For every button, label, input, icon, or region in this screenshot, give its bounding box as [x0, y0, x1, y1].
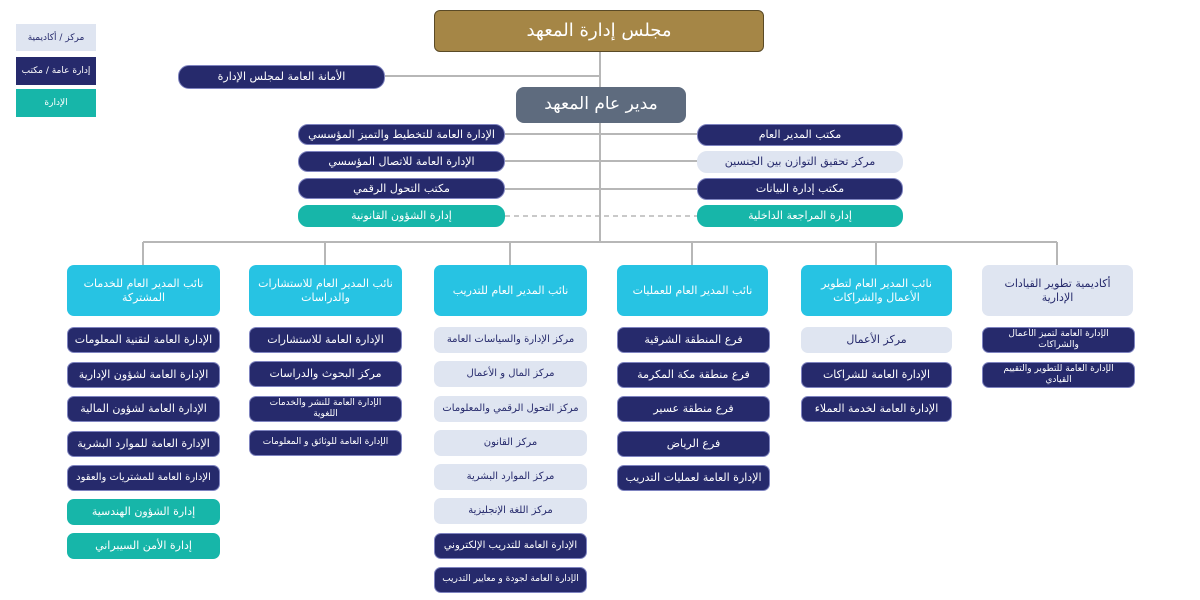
director-general-box[interactable]	[516, 87, 686, 123]
board-secretariat-box[interactable]	[178, 65, 385, 89]
column-head-training-label: نائب المدير العام للتدريب	[452, 283, 569, 297]
column-item[interactable]	[982, 327, 1135, 353]
column-item[interactable]	[67, 396, 220, 422]
column-item[interactable]	[617, 362, 770, 388]
column-head-shared-services-label: نائب المدير العام للخدمات المشتركة	[83, 276, 204, 304]
staff-right-internal-audit-label: إدارة المراجعة الداخلية	[748, 209, 852, 223]
column-item[interactable]	[982, 362, 1135, 388]
column-item-label: الإدارة العامة للمشتريات والعقود	[76, 471, 211, 483]
column-item[interactable]	[434, 327, 587, 353]
column-item-label: الإدارة العامة للشراكات	[822, 368, 931, 382]
staff-left-digital[interactable]	[298, 178, 505, 199]
column-item[interactable]	[617, 465, 770, 491]
column-item-label: الإدارة العامة للنشر والخدمات اللغوية	[269, 397, 382, 419]
legend-department	[16, 89, 96, 117]
column-item-label: مركز الإدارة والسياسات العامة	[446, 333, 575, 345]
column-head-training[interactable]	[434, 265, 587, 316]
column-item-label: مركز البحوث والدراسات	[269, 367, 382, 381]
column-head-business-partnerships-label: نائب المدير العام لتطوير الأعمال والشراكات	[821, 276, 932, 304]
staff-right-internal-audit[interactable]	[697, 205, 903, 227]
column-item[interactable]	[67, 499, 220, 525]
column-item[interactable]	[617, 396, 770, 422]
column-item[interactable]	[801, 362, 952, 388]
column-item[interactable]	[434, 533, 587, 559]
staff-left-planning-label: الإدارة العامة للتخطيط والتميز المؤسسي	[308, 127, 495, 141]
staff-right-data-office-label: مكتب إدارة البيانات	[755, 182, 845, 196]
column-head-leadership-academy-label: أكاديمية تطوير القيادات الإدارية	[1004, 276, 1111, 304]
column-item[interactable]	[67, 431, 220, 457]
column-head-consulting[interactable]	[249, 265, 402, 316]
column-item[interactable]	[434, 396, 587, 422]
legend-general-admin-office	[16, 57, 96, 85]
staff-right-dg-office[interactable]	[697, 124, 903, 146]
staff-left-digital-label: مكتب التحول الرقمي	[353, 181, 450, 195]
board-box[interactable]	[434, 10, 764, 52]
legend-general-admin-office-label: إدارة عامة / مكتب	[21, 66, 91, 76]
column-head-shared-services[interactable]	[67, 265, 220, 316]
column-item[interactable]	[67, 327, 220, 353]
column-item-label: مركز الموارد البشرية	[466, 470, 555, 482]
column-item-label: الإدارة العامة للوثائق و المعلومات	[262, 437, 389, 448]
column-head-operations-label: نائب المدير العام للعمليات	[632, 283, 753, 297]
column-item[interactable]	[434, 567, 587, 593]
board-title: مجلس إدارة المعهد	[526, 19, 672, 41]
column-item-label: الإدارة العامة للتدريب الإلكتروني	[443, 539, 578, 551]
column-item-label: مركز اللغة الإنجليزية	[468, 504, 553, 516]
column-item[interactable]	[434, 498, 587, 524]
column-item[interactable]	[67, 533, 220, 559]
staff-left-communication-label: الإدارة العامة للاتصال المؤسسي	[328, 154, 475, 168]
column-item-label: الإدارة العامة للتطوير والتقييم القيادي	[1003, 363, 1114, 385]
staff-left-legal-label: إدارة الشؤون القانونية	[351, 209, 452, 223]
staff-right-gender-balance[interactable]	[697, 151, 903, 173]
column-item-label: فرع المنطقة الشرقية	[644, 333, 743, 347]
column-item-label: الإدارة العامة لشؤون الإدارية	[78, 368, 209, 382]
column-head-operations[interactable]	[617, 265, 768, 316]
staff-left-planning[interactable]	[298, 124, 505, 145]
column-item-label: إدارة الشؤون الهندسية	[91, 505, 196, 519]
column-item-label: مركز المال و الأعمال	[466, 367, 555, 379]
column-item-label: الإدارة العامة لعمليات التدريب	[625, 471, 762, 485]
column-head-consulting-label: نائب المدير العام للاستشارات والدراسات	[258, 276, 393, 304]
column-head-business-partnerships[interactable]	[801, 265, 952, 316]
column-item[interactable]	[249, 430, 402, 456]
legend-center-academy	[16, 24, 96, 51]
column-head-leadership-academy[interactable]	[982, 265, 1133, 316]
column-item-label: إدارة الأمن السيبراني	[95, 539, 192, 553]
column-item-label: الإدارة العامة لتميز الأعمال والشراكات	[1008, 328, 1109, 350]
column-item-label: فرع الرياض	[666, 437, 721, 451]
column-item-label: مركز الأعمال	[846, 333, 907, 347]
column-item[interactable]	[801, 396, 952, 422]
staff-right-gender-balance-label: مركز تحقيق التوازن بين الجنسين	[724, 155, 876, 169]
column-item-label: فرع منطقة مكة المكرمة	[637, 368, 750, 382]
director-general-title: مدير عام المعهد	[544, 94, 658, 115]
column-item[interactable]	[67, 362, 220, 388]
column-item[interactable]	[249, 327, 402, 353]
legend-center-academy-label: مركز / أكاديمية	[27, 32, 85, 43]
column-item[interactable]	[617, 431, 770, 457]
board-secretariat-label: الأمانة العامة لمجلس الإدارة	[217, 70, 346, 84]
staff-left-legal[interactable]	[298, 205, 505, 227]
staff-left-communication[interactable]	[298, 151, 505, 172]
column-item[interactable]	[67, 465, 220, 491]
legend-department-label: الإدارة	[44, 98, 68, 108]
staff-right-dg-office-label: مكتب المدير العام	[758, 128, 842, 142]
column-item-label: فرع منطقة عسير	[653, 402, 734, 416]
column-item-label: الإدارة العامة لشؤون المالية	[80, 402, 207, 416]
column-item[interactable]	[434, 430, 587, 456]
column-item-label: الإدارة العامة لخدمة العملاء	[814, 402, 939, 416]
column-item[interactable]	[801, 327, 952, 353]
column-item-label: مركز القانون	[483, 436, 538, 448]
column-item[interactable]	[617, 327, 770, 353]
column-item[interactable]	[249, 361, 402, 387]
column-item-label: الإدارة العامة لجودة و معايير التدريب	[442, 574, 579, 585]
column-item[interactable]	[249, 396, 402, 422]
column-item[interactable]	[434, 464, 587, 490]
column-item-label: الإدارة العامة للاستشارات	[267, 333, 384, 347]
column-item-label: الإدارة العامة لتقنية المعلومات	[74, 333, 213, 347]
column-item-label: مركز التحول الرقمي والمعلومات	[442, 402, 579, 414]
column-item-label: الإدارة العامة للموارد البشرية	[77, 437, 210, 451]
column-item[interactable]	[434, 361, 587, 387]
staff-right-data-office[interactable]	[697, 178, 903, 200]
